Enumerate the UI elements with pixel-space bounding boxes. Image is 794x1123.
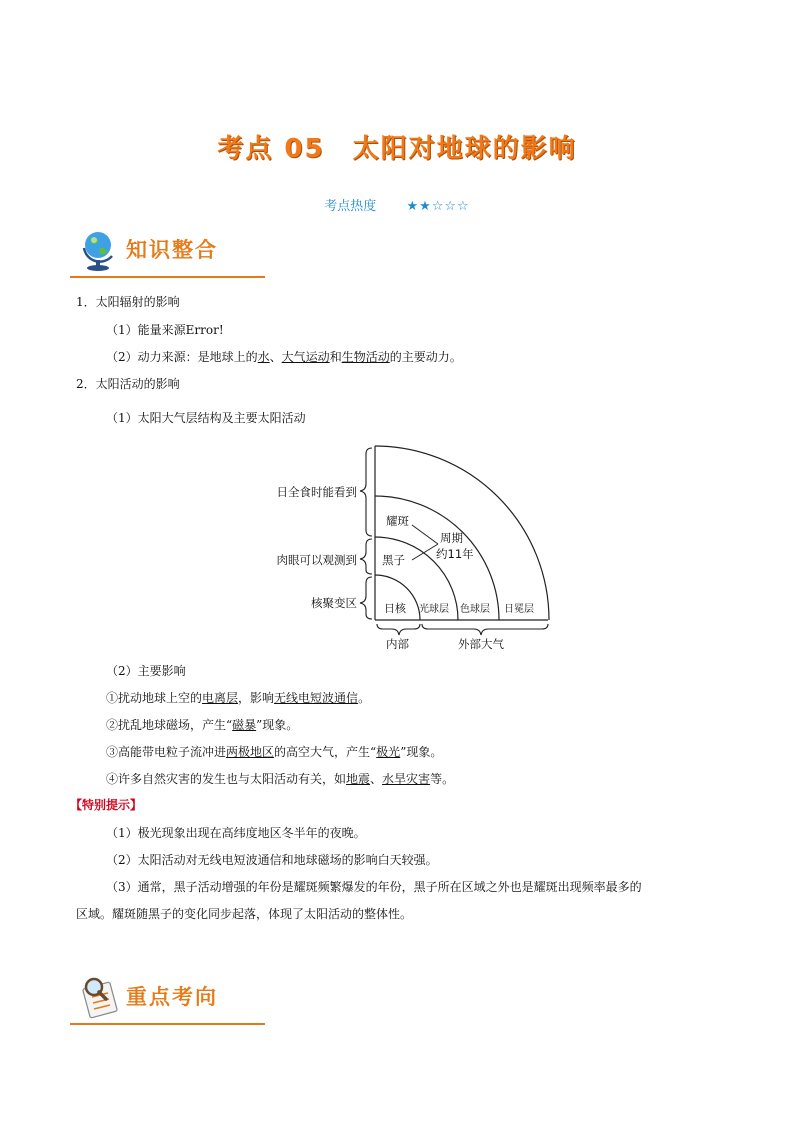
item-1-1: （1）能量来源Error! [106,323,224,337]
item-1-2 [106,349,462,365]
text: 、 [269,350,282,364]
connector-flare [412,525,438,544]
label-fusion-zone: 核聚变区 [311,596,357,610]
section-title-focus: 重点考向 [126,985,218,1009]
text: ”现象。 [400,745,443,759]
section-title-knowledge: 知识整合 [126,238,218,262]
answer-atmosphere: 大气运动 [281,350,330,364]
answer-water: 水 [257,350,270,364]
text: 。 [358,691,371,705]
label-eclipse-visible: 日全食时能看到 [276,485,357,499]
page-title: 考点 05 太阳对地球的影响 [217,134,577,164]
tip-3-line-2: 区域。耀斑随黑子的变化同步起落，体现了太阳活动的整体性。 [76,907,413,921]
section-underline [70,1023,265,1025]
impact-3 [106,744,442,760]
brace-interior [377,624,420,635]
magnifier-notebook-icon [78,975,122,1019]
answer-flood-drought: 水旱灾害 [382,772,431,786]
star-rating: ★★☆☆☆ [406,199,470,214]
impact-2 [106,717,298,733]
item-2-1: （1）太阳大气层结构及主要太阳活动 [106,411,306,425]
tip-3-line-1: （3）通常，黑子活动增强的年份是耀斑频繁爆发的年份，黑子所在区域之外也是耀斑出现频率最多的 [106,880,642,894]
answer-earthquake: 地震 [346,772,371,786]
tip-2: （2）太阳活动对无线电短波通信和地球磁场的影响白天较强。 [106,853,438,867]
text: ④许多自然灾害的发生也与太阳活动有关，如 [106,772,347,786]
text: ，影响 [238,691,275,705]
answer-aurora: 极光 [376,745,401,759]
text: 、 [370,772,383,786]
brace-fusion [360,577,372,619]
answer-polar: 两极地区 [226,745,275,759]
impact-4 [106,771,454,787]
section-underline [70,276,265,278]
text: 的高空大气，产生“ [274,745,377,759]
label-chromosphere: 色球层 [460,604,490,615]
label-exterior: 外部大气 [458,637,504,651]
text: （2）动力来源：是地球上的 [106,350,258,364]
brace-eclipse [360,448,372,536]
label-period-1: 周期 [440,531,463,545]
text: ”现象。 [256,718,299,732]
brace-exterior [422,624,548,635]
text: 的主要动力。 [389,350,462,364]
answer-radio: 无线电短波通信 [274,691,359,705]
item-1: 1．太阳辐射的影响 [76,295,180,309]
text: 等。 [430,772,455,786]
answer-ionosphere: 电离层 [202,691,239,705]
answer-magnetic-storm: 磁暴 [232,718,257,732]
heat-rating [0,195,794,214]
label-core: 日核 [384,602,406,615]
heat-label: 考点热度 [324,199,377,214]
sun-structure-diagram [262,440,562,652]
label-sunspot: 黑子 [382,553,405,567]
label-naked-eye: 肉眼可以观测到 [276,553,357,567]
brace-naked-eye [360,539,372,574]
label-interior: 内部 [386,637,409,651]
globe-icon [78,228,122,272]
connector-sunspot [412,544,438,560]
tip-title: 【特别提示】 [70,798,143,812]
answer-biology: 生物活动 [341,350,390,364]
tip-1: （1）极光现象出现在高纬度地区冬半年的夜晚。 [106,826,366,840]
label-corona: 日冕层 [504,604,534,615]
section-header-focus [70,975,265,1025]
text: 和 [329,350,342,364]
impact-1 [106,690,370,706]
label-photosphere: 光球层 [419,604,449,615]
item-2-2: （2）主要影响 [106,664,186,678]
text: ②扰乱地球磁场，产生“ [106,718,233,732]
text: ③高能带电粒子流冲进 [106,745,227,759]
label-flare: 耀斑 [386,514,409,528]
text: ①扰动地球上空的 [106,691,203,705]
label-period-2: 约11年 [436,547,474,561]
item-2: 2．太阳活动的影响 [76,377,180,391]
section-header-knowledge [70,228,265,278]
